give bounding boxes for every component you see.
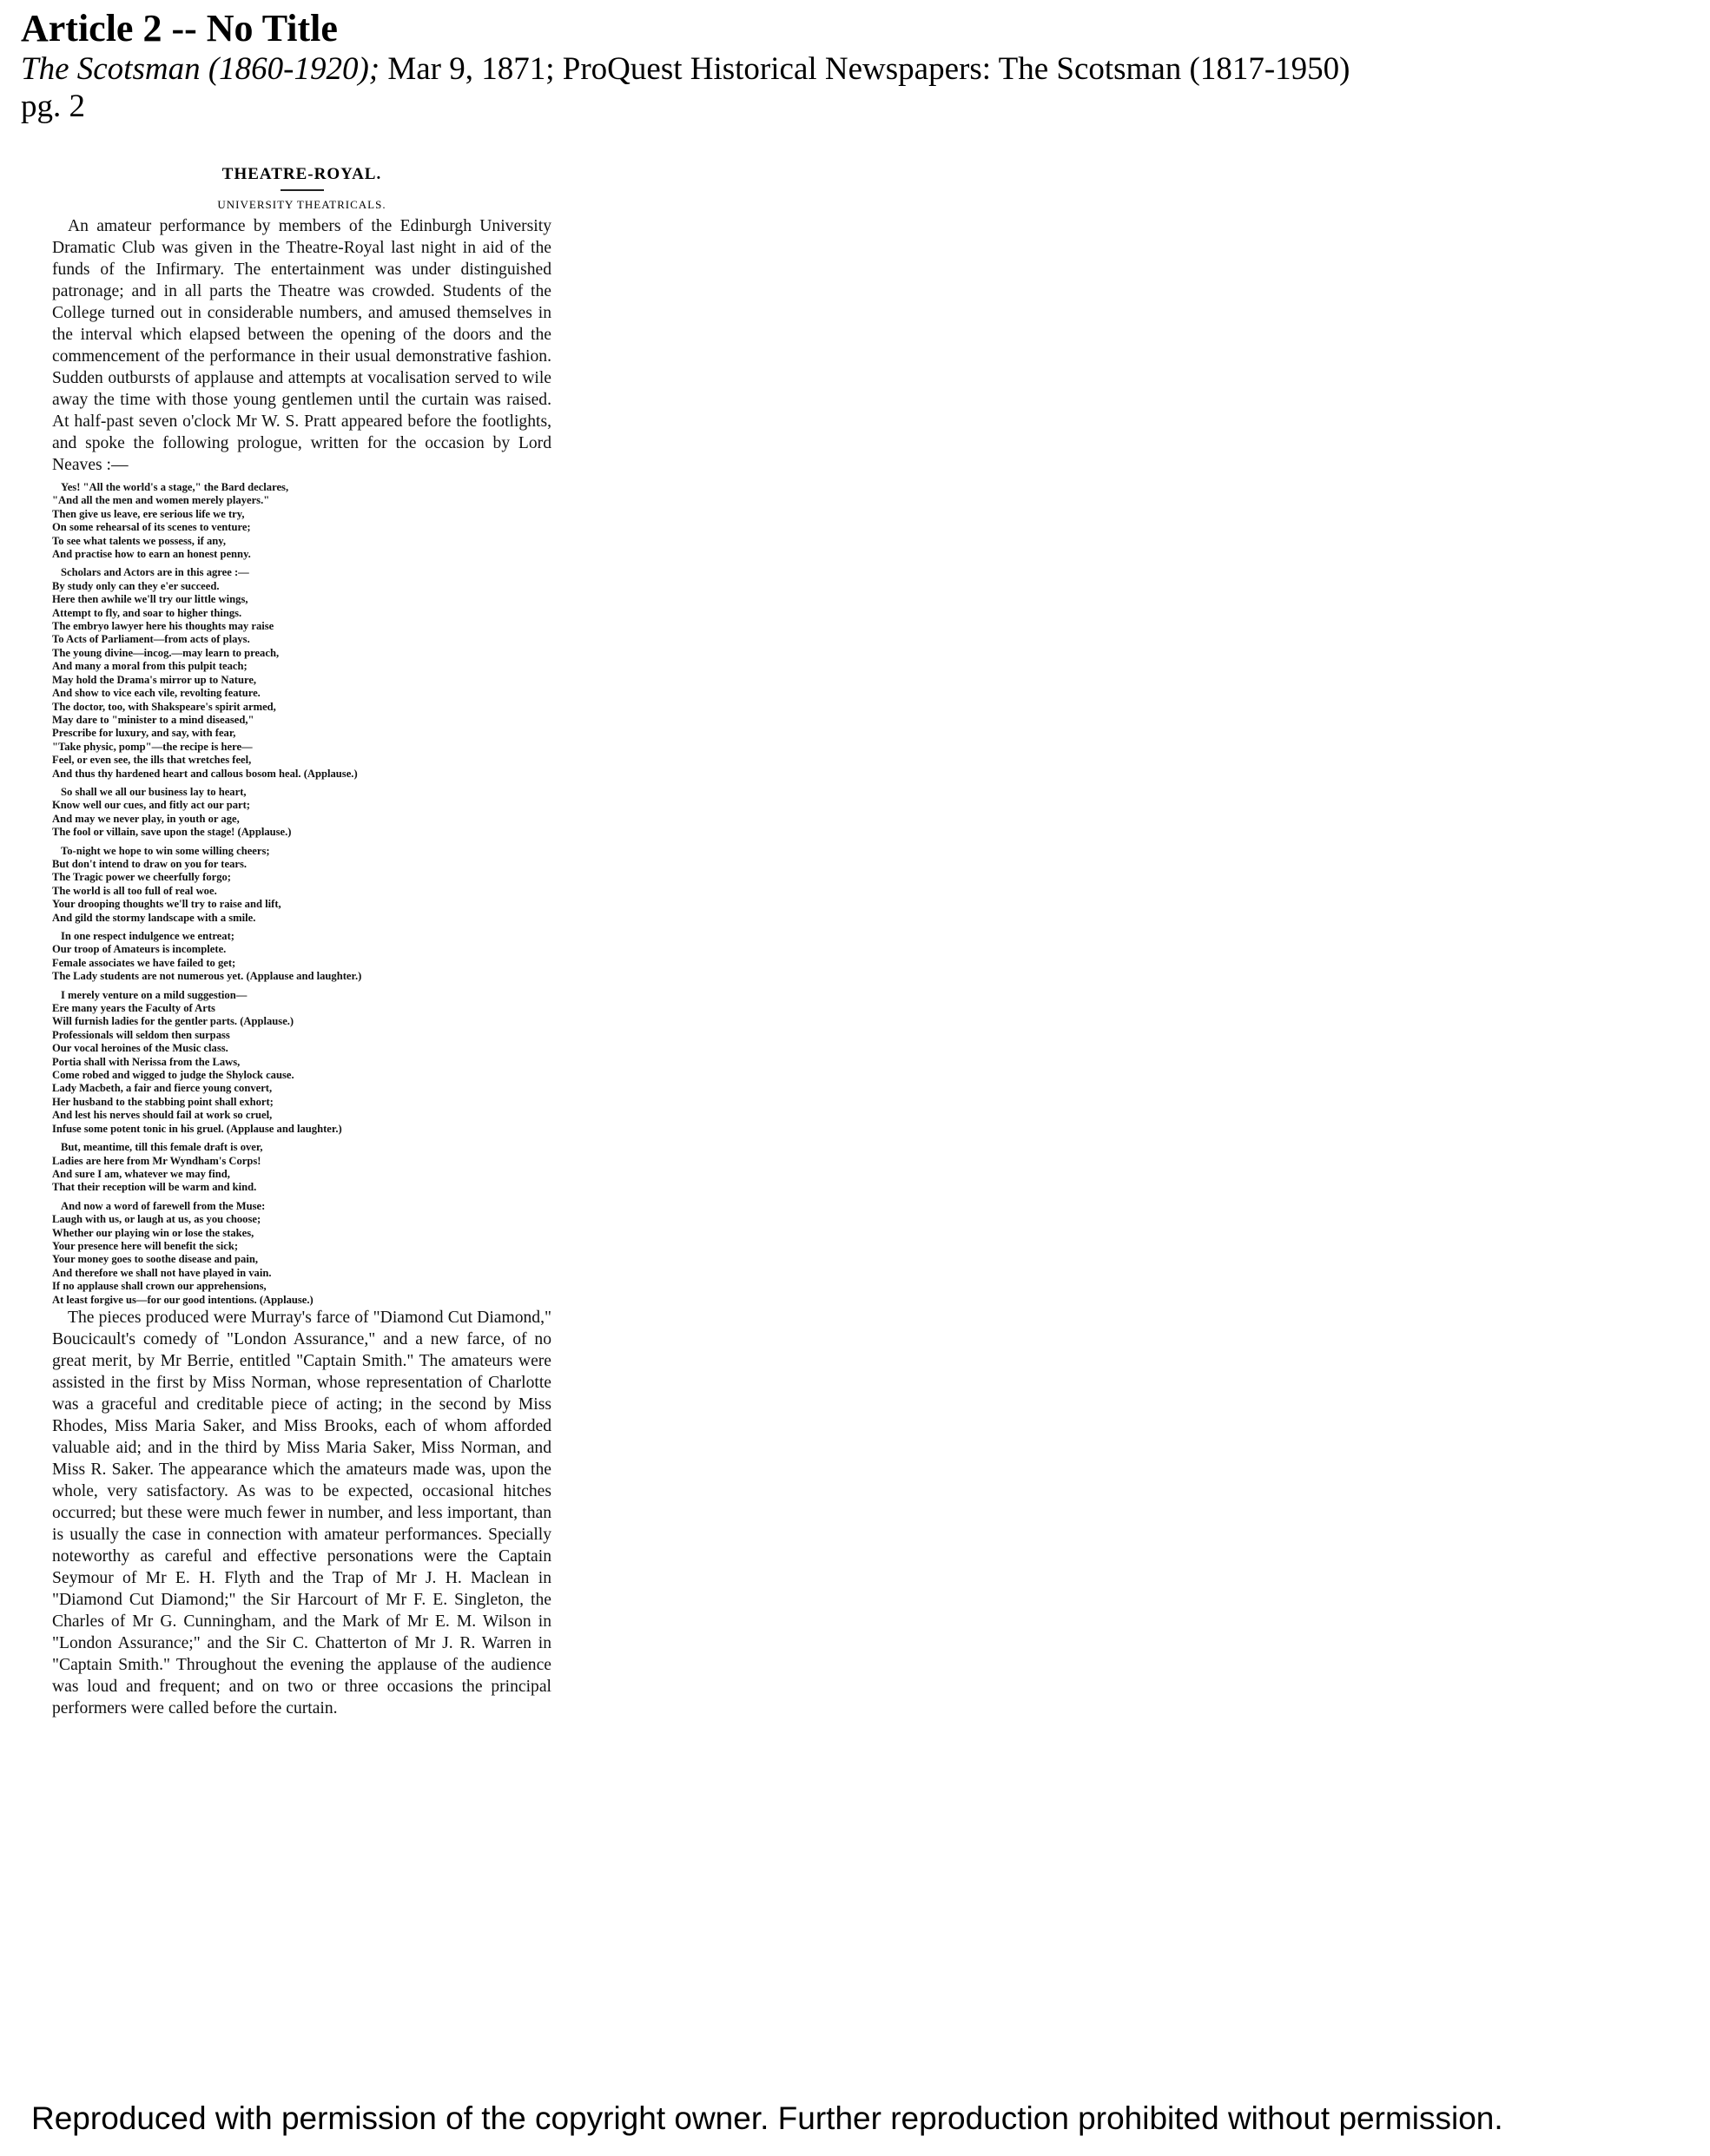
verse-line: "Take physic, pomp"—the recipe is here— <box>52 740 253 753</box>
verse-line: And therefore we shall not have played in vain. <box>52 1266 272 1279</box>
verse-line: Then give us leave, ere serious life we try, <box>52 507 245 520</box>
newspaper-clipping <box>52 165 551 2084</box>
verse-line: Female associates we have failed to get; <box>52 956 236 969</box>
verse-line: By study only can they e'er succeed. <box>52 579 220 592</box>
verse-line: If no applause shall crown our apprehensions, <box>52 1280 267 1293</box>
verse-stanza <box>52 1141 551 1195</box>
verse-line: May hold the Drama's mirror up to Nature, <box>52 673 257 686</box>
verse-line: I merely venture on a mild suggestion— <box>61 988 248 1001</box>
verse-line: And show to vice each vile, revolting feature. <box>52 687 261 700</box>
verse-line: To Acts of Parliament—from acts of plays. <box>52 633 250 646</box>
verse-line: And gild the stormy landscape with a smile. <box>52 911 256 924</box>
verse-line: Our vocal heroines of the Music class. <box>52 1042 228 1055</box>
verse-line: Attempt to fly, and soar to higher things. <box>52 606 242 619</box>
closing-paragraph: The pieces produced were Murray's farce of "Diamond Cut Diamond," Boucicault's comedy of "London Assurance," and a new farce, of no great merit, by Mr Berrie, entitled "Captain Smith." The amateurs were assisted in the first by Miss Norman, whose representation of Charlotte was a graceful and creditable piece of acting; in the second by Miss Rhodes, Miss Maria Saker, and Miss Brooks, each of whom afforded valuable aid; and in the third by Miss Maria Saker, Miss Norman, and Miss R. Saker. The appearance which the amateurs made was, upon the whole, very satisfactory. As was to be expected, occasional hitches occurred; but these were much fewer in number, and less important, than is usually the case in connection with amateur performances. Specially noteworthy as careful and effective personations were the Captain Seymour of Mr E. H. Flyth and the Trap of Mr J. H. Maclean in "Diamond Cut Diamond;" the Sir Harcourt of Mr F. E. Singleton, the Charles of Mr G. Cunningham, and the Mark of Mr E. M. Wilson in "London Assurance;" and the Sir C. Chatterton of Mr J. R. Warren in "Captain Smith." Throughout the evening the applause of the audience was loud and frequent; and on two or three occasions the principal performers were called before the curtain. <box>52 1308 551 1718</box>
verse-line: And many a moral from this pulpit teach; <box>52 660 248 673</box>
verse-line: To see what talents we possess, if any, <box>52 534 226 547</box>
verse-stanza <box>52 845 551 925</box>
verse-stanza <box>52 786 551 840</box>
verse-line: The fool or villain, save upon the stage! (Applause.) <box>52 826 292 839</box>
verse-line: The young divine—incog.—may learn to preach, <box>52 646 280 659</box>
verse-stanza <box>52 989 551 1136</box>
intro-paragraph: An amateur performance by members of the Edinburgh University Dramatic Club was given in the Theatre-Royal last night in aid of the funds of the Infirmary. The entertainment was under distinguished patronage; and in all parts the Theatre was crowded. Students of the College turned out in considerable numbers, and amused themselves in the interval which elapsed between the opening of the doors and the commencement of the performance in their usual demonstrative fashion. Sudden outbursts of applause and attempts at vocalisation served to wile away the time with those young gentlemen until the curtain was raised. At half-past seven o'clock Mr W. S. Pratt appeared before the footlights, and spoke the following prologue, written for the occasion by Lord Neaves :— <box>52 217 551 474</box>
clipping-masthead: THEATRE-ROYAL. <box>221 165 382 183</box>
verse-line: And practise how to earn an honest penny. <box>52 548 251 561</box>
article-header <box>21 7 1671 125</box>
copyright-notice: Reproduced with permission of the copyright owner. Further reproduction prohibited without permission. <box>31 2100 1503 2136</box>
verse-line: Whether our playing win or lose the stakes, <box>52 1226 254 1239</box>
verse-line: But don't intend to draw on you for tears. <box>52 857 248 870</box>
verse-line: Lady Macbeth, a fair and fierce young convert, <box>52 1082 273 1095</box>
verse-line: But, meantime, till this female draft is over, <box>61 1141 263 1154</box>
verse-line: The embryo lawyer here his thoughts may raise <box>52 620 274 633</box>
verse-line: That their reception will be warm and kind. <box>52 1181 257 1194</box>
verse-line: Your money goes to soothe disease and pain, <box>52 1253 258 1266</box>
verse-stanza <box>52 481 551 561</box>
citation-details: Mar 9, 1871; ProQuest Historical Newspapers: The Scotsman (1817-1950) <box>380 51 1350 87</box>
verse-line: The Tragic power we cheerfully forgo; <box>52 871 232 884</box>
verse-line: Laugh with us, or laugh at us, as you choose; <box>52 1213 261 1226</box>
page-number: pg. 2 <box>21 89 85 124</box>
verse-line: Scholars and Actors are in this agree :— <box>61 566 249 579</box>
verse-line: Here then awhile we'll try our little wings, <box>52 593 248 606</box>
verse-line: And lest his nerves should fail at work so cruel, <box>52 1109 273 1122</box>
verse-line: Feel, or even see, the ills that wretches feel, <box>52 754 252 767</box>
verse-stanza <box>52 1200 551 1307</box>
verse-line: Her husband to the stabbing point shall exhort; <box>52 1095 274 1108</box>
verse-line: The Lady students are not numerous yet. (Applause and laughter.) <box>52 970 362 983</box>
citation-line <box>21 50 1671 88</box>
verse-line: May dare to "minister to a mind diseased," <box>52 713 254 726</box>
verse-line: Your drooping thoughts we'll try to raise and lift, <box>52 898 281 911</box>
verse-line: Will furnish ladies for the gentler parts. (Applause.) <box>52 1015 294 1028</box>
verse-line: On some rehearsal of its scenes to venture; <box>52 521 251 534</box>
verse-line: To-night we hope to win some willing cheers; <box>61 844 270 857</box>
verse-line: The doctor, too, with Shakspeare's spirit armed, <box>52 700 276 713</box>
verse-line: Our troop of Amateurs is incomplete. <box>52 943 227 956</box>
verse-line: Your presence here will benefit the sick; <box>52 1239 239 1252</box>
verse-line: So shall we all our business lay to heart, <box>61 785 247 798</box>
verse-line: In one respect indulgence we entreat; <box>61 930 234 942</box>
verse-line: And may we never play, in youth or age, <box>52 812 240 825</box>
verse-line: Ladies are here from Mr Wyndham's Corps! <box>52 1154 261 1167</box>
verse-stanza <box>52 566 551 781</box>
verse-line: And now a word of farewell from the Muse: <box>61 1199 266 1212</box>
prologue-verse <box>52 481 551 1307</box>
verse-line: Come robed and wigged to judge the Shylock cause. <box>52 1069 294 1082</box>
verse-stanza <box>52 930 551 984</box>
verse-line: Ere many years the Faculty of Arts <box>52 1002 215 1015</box>
verse-line: "And all the men and women merely players." <box>52 494 270 507</box>
verse-line: Portia shall with Nerissa from the Laws, <box>52 1055 241 1068</box>
publication-source: The Scotsman (1860-1920); <box>21 51 380 87</box>
verse-line: Prescribe for luxury, and say, with fear, <box>52 727 236 740</box>
verse-line: At least forgive us—for our good intentions. (Applause.) <box>52 1293 314 1306</box>
verse-line: The world is all too full of real woe. <box>52 884 217 897</box>
clipping-subhead: UNIVERSITY THEATRICALS. <box>52 189 551 212</box>
verse-line: Know well our cues, and fitly act our part; <box>52 799 250 812</box>
verse-line: And thus thy hardened heart and callous bosom heal. (Applause.) <box>52 767 358 780</box>
verse-line: And sure I am, whatever we may find, <box>52 1167 230 1180</box>
verse-line: Professionals will seldom then surpass <box>52 1028 230 1041</box>
article-title: Article 2 -- No Title <box>21 7 338 49</box>
verse-line: Yes! "All the world's a stage," the Bard declares, <box>61 481 289 493</box>
verse-line: Infuse some potent tonic in his gruel. (Applause and laughter.) <box>52 1122 342 1135</box>
